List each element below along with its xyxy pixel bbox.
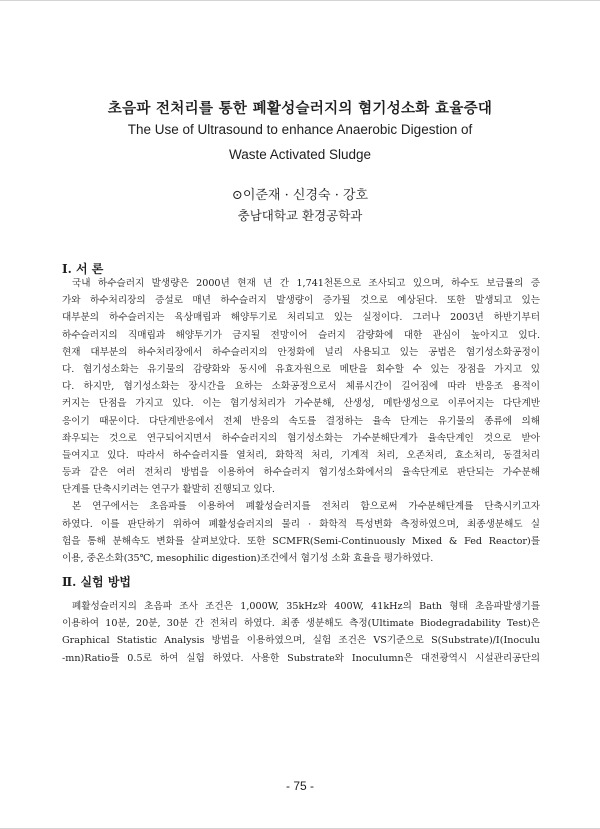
paper-title-english-line1: The Use of Ultrasound to enhance Anaerobic Digestion of	[127, 122, 473, 137]
author-list: ⊙이준재 · 신경숙 · 강호	[231, 188, 369, 203]
text-line: 이용, 중온소화(35℃, mesophilic digestion)조건에서 혐기성 소화 효율을 평가하였다.	[62, 553, 434, 564]
text-line: -mn)Ratio를 0.5로 하여 실험 하였다. 사용한 Substrate와 Inoculumn은 대전광역시 시설관리공단의	[62, 652, 540, 664]
text-line: 다. 하지만, 혐기성소화는 장시간을 요하는 소화공정으로서 체류시간이 길어짐에 따라 반응조 용적이	[62, 381, 540, 393]
text-line: 가와 하수처리장의 증설로 매년 하수슬러지 발생량이 증가될 것으로 예상된다. 또한 발생되고 있는	[62, 295, 540, 307]
section-heading-introduction: Ⅰ. 서 론	[62, 262, 104, 276]
text-line: 들여지고 있다. 따라서 하수슬러지를 열처리, 화학적 처리, 기계적 처리, 오존처리, 효소처리, 동결처리	[62, 449, 540, 461]
author-affiliation: 충남대학교 환경공학과	[237, 208, 363, 223]
text-line: 폐활성슬러지의 초음파 조사 조건은 1,000W, 35kHz와 400W, 41kHz의 Bath 형태 초음파발생기를	[72, 601, 540, 612]
text-line: 본 연구에서는 초음파를 이용하여 폐활성슬러지를 전처리 함으로써 가수분해단계를 단축시키고자	[72, 501, 540, 513]
text-line: 현재 대부분의 하수처리장에서 하수슬러지의 안정화에 널리 사용되고 있는 공법은 혐기성소화공정이	[62, 346, 540, 358]
text-line: 이용하여 10분, 20분, 30분 간 전처리 하였다. 최종 생분해도 측정(Ultimate Biodegradability Test)은	[62, 618, 540, 630]
text-line: 단계를 단축시키려는 연구가 활발히 진행되고 있다.	[62, 484, 275, 496]
text-line: 하수슬러지의 직매립과 해양투기가 금지될 전망이어 슬러지 감량화에 대한 관심이 높아지고 있다.	[62, 329, 540, 341]
methods-body	[62, 598, 540, 667]
text-line: 커지는 단점을 가지고 있다. 이는 혐기성처리가 가수분해, 산생성, 메탄생성으로 이루어지는 다단계반	[62, 398, 540, 410]
text-line: 다. 혐기성소화는 유기물의 감량화와 동시에 유효자원으로 메탄을 회수할 수 있는 장점을 가지고 있	[62, 363, 540, 375]
introduction-body	[62, 275, 540, 567]
text-line: 대부분의 하수슬러지는 육상매립과 해양투기로 처리되고 있는 실정이다. 그러나 2003년 하반기부터	[62, 312, 540, 324]
text-line: 응이기 때문이다. 다단계반응에서 전체 반응의 속도를 결정하는 율속 단계는 유기물의 종류에 의해	[62, 415, 540, 427]
text-line: 등과 같은 여러 전처리 방법을 이용하여 하수슬러지 혐기성소화에서의 율속단계로 판단되는 가수분해	[62, 467, 540, 479]
paper-title-english-line2: Waste Activated Sludge	[228, 147, 372, 162]
section-heading-methods: Ⅱ. 실험 방법	[62, 575, 132, 589]
page-number: - 75 -	[285, 779, 314, 793]
text-line: Graphical Statistic Analysis 방법을 이용하였으며, 실험 조건은 VS기준으로 S(Substrate)/I(Inoculu	[62, 635, 540, 647]
text-line: 좌우되는 것으로 연구되어지면서 하수슬러지의 혐기성소화는 가수분해단계가 율속단계인 것으로 받아	[62, 432, 540, 444]
paper-title-korean: 초음파 전처리를 통한 폐활성슬러지의 혐기성소화 효율증대	[107, 100, 493, 117]
text-line: 하였다. 이를 판단하기 위하여 폐활성슬러지의 물리 · 화학적 특성변화 측정하였으며, 최종생분해도 실	[62, 518, 540, 530]
text-line: 국내 하수슬러지 발생량은 2000년 현재 년 간 1,741천톤으로 조사되고 있으며, 하수도 보급률의 증	[72, 278, 540, 289]
text-line: 험을 통해 분해속도 변화를 살펴보았다. 또한 SCMFR(Semi-Continuously Mixed & Fed Reactor)를	[62, 535, 540, 547]
